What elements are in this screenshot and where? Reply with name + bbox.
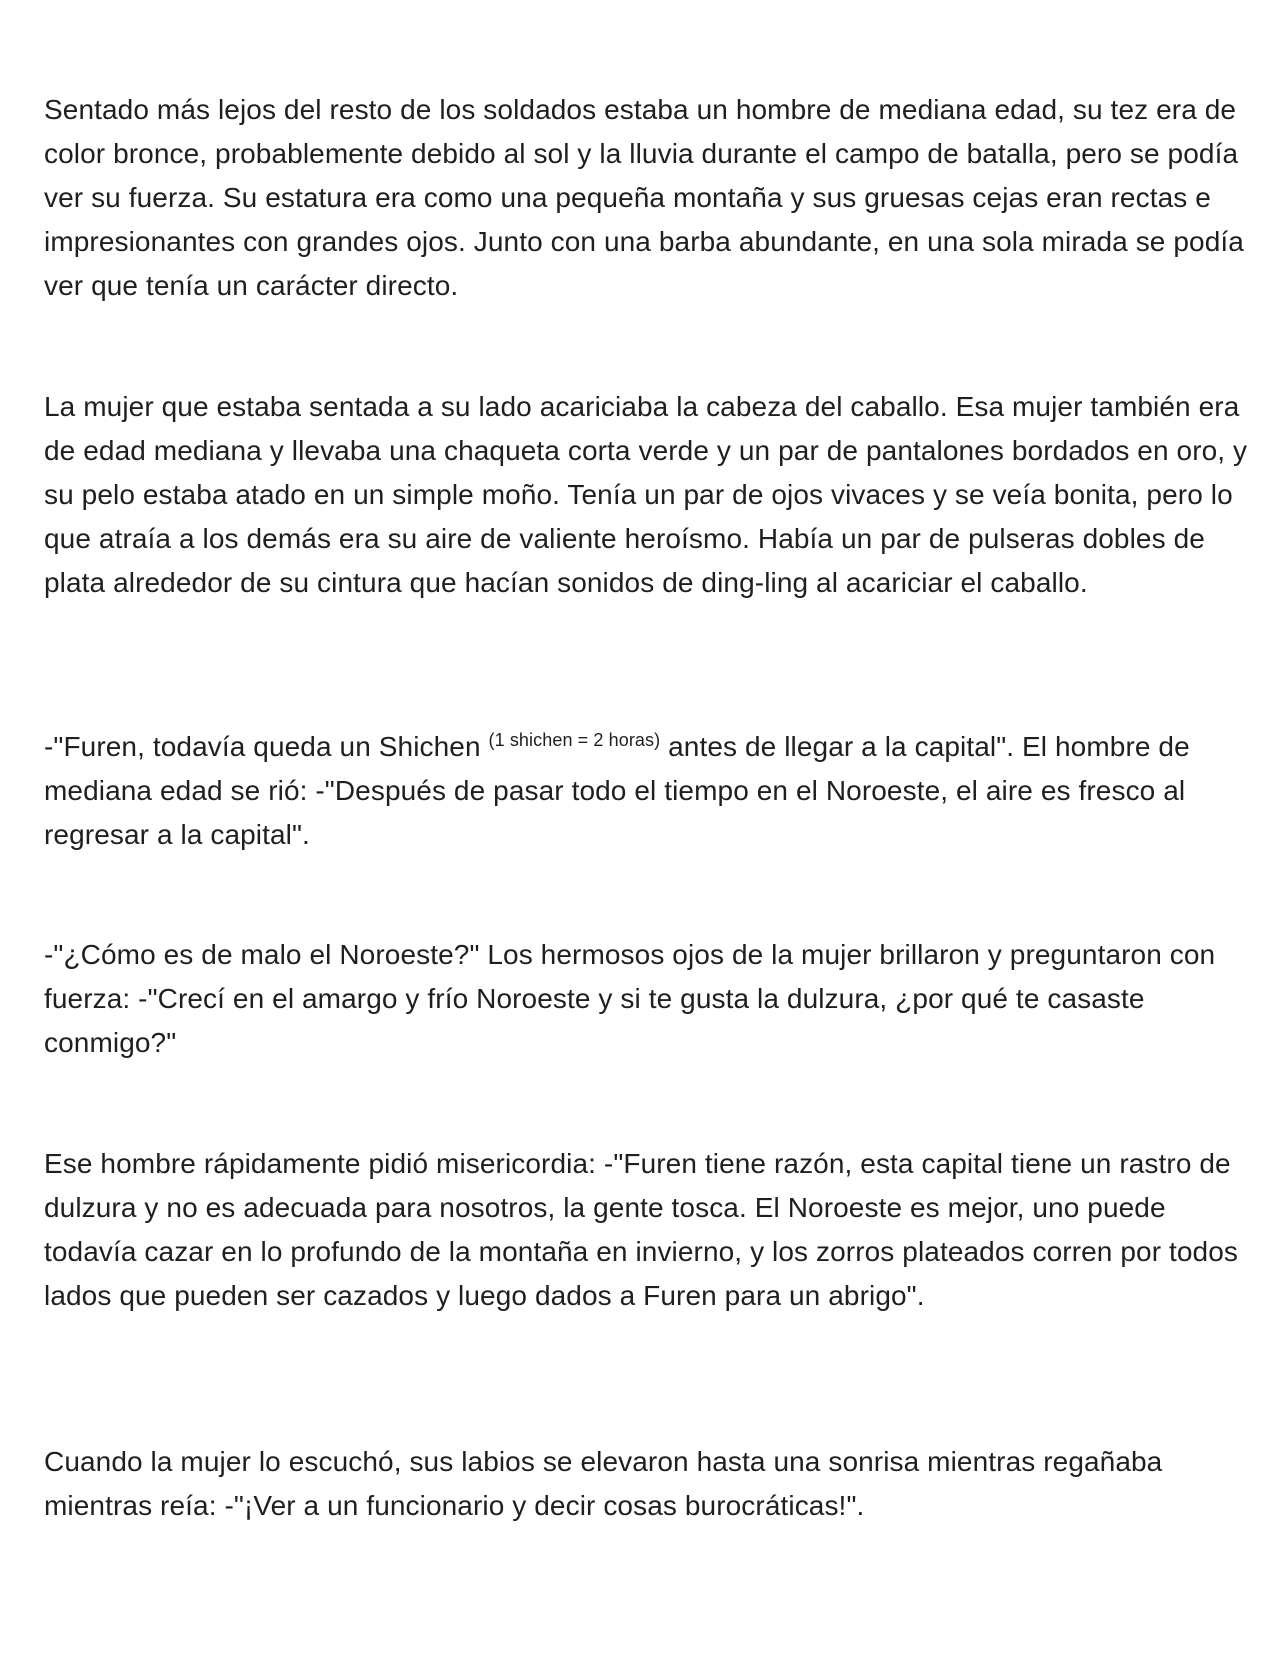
paragraph-woman-description: La mujer que estaba sentada a su lado acariciaba la cabeza del caballo. Esa mujer también era de edad mediana y llevaba una chaqueta corta verde y un par de pantalones bordados en oro, y su pelo estaba atado en un simple moño. Tenía un par de ojos vivaces y se veía bonita, pero lo que atraía a los demás era su aire de valiente heroísmo. Había un par de pulseras dobles de plata alrededor de su cintura que hacían sonidos de ding-ling al acariciar el caballo. [44, 391, 1248, 598]
paragraph-mercy-reply: Ese hombre rápidamente pidió misericordia: -"Furen tiene razón, esta capital tiene un rastro de dulzura y no es adecuada para nosotros, la gente tosca. El Noroeste es mejor, uno puede todavía cazar en lo profundo de la montaña en invierno, y los zorros plateados corren por todos lados que pueden ser cazados y luego dados a Furen para un abrigo". [44, 1148, 1238, 1311]
dialogue-text-start: -"Furen, todavía queda un Shichen [44, 731, 489, 762]
dialogue-text-end: antes de llegar a la capital". El hombre de mediana edad se rió: -"Después de pasar todo el tiempo en el Noroeste, el aire es fresco al regresar a la capital". [44, 731, 1190, 850]
paragraph-woman-laughs: Cuando la mujer lo escuchó, sus labios se elevaron hasta una sonrisa mientras regañaba mientras reía: -"¡Ver a un funcionario y decir cosas burocráticas!". [44, 1446, 1163, 1521]
shichen-footnote: (1 shichen = 2 horas) [488, 730, 661, 750]
paragraph-northwest-question: -"¿Cómo es de malo el Noroeste?" Los hermosos ojos de la mujer brillaron y preguntaron con fuerza: -"Crecí en el amargo y frío Noroeste y si te gusta la dulzura, ¿por qué te casaste conmigo?" [44, 939, 1216, 1058]
paragraph-soldier-description: Sentado más lejos del resto de los soldados estaba un hombre de mediana edad, su tez era de color bronce, probablemente debido al sol y la lluvia durante el campo de batalla, pero se podía ver su fuerza. Su estatura era como una pequeña montaña y sus gruesas cejas eran rectas e impresionantes con grandes ojos. Junto con una barba abundante, en una sola mirada se podía ver que tenía un carácter directo. [44, 94, 1244, 301]
paragraph-capital-dialogue [44, 725, 1254, 857]
